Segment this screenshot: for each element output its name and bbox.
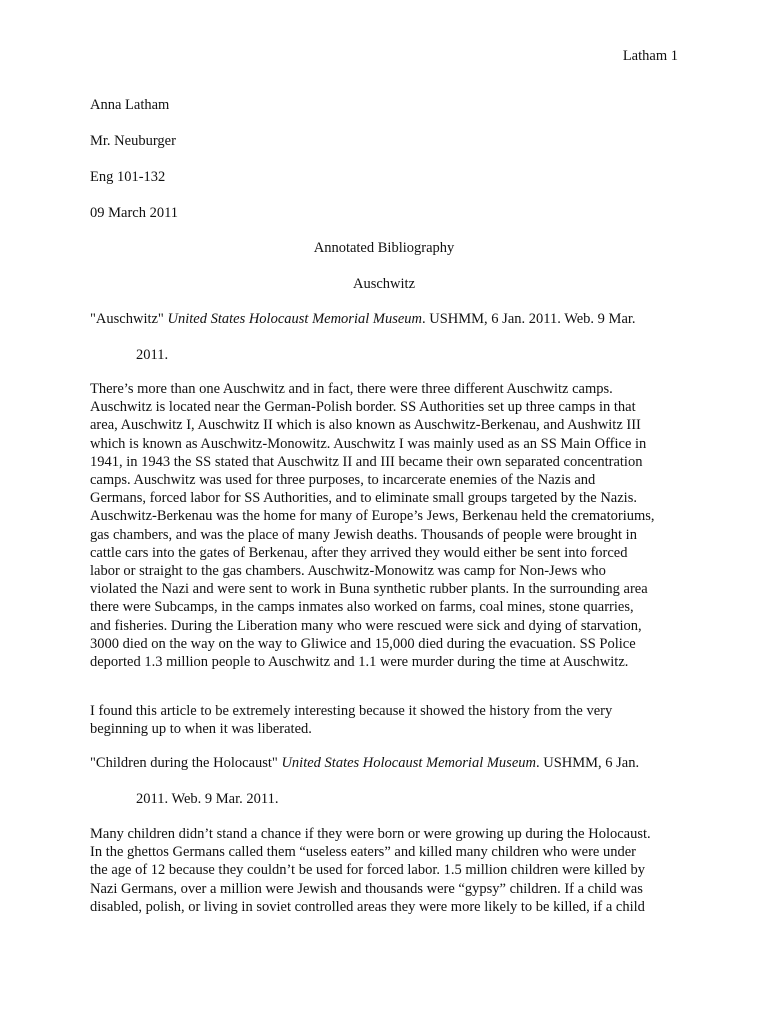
instructor-name: Mr. Neuburger: [90, 133, 176, 149]
citation-1-title: "Auschwitz": [90, 311, 164, 327]
summary-1-line: cattle cars into the gates of Berkenau, after they arrived they would either be sent into forced: [90, 544, 628, 561]
summary-1-line: Germans, forced labor for SS Authorities, and to eliminate small groups targeted by the Nazis.: [90, 490, 637, 507]
summary-paragraph-2: [90, 825, 690, 916]
citation-2-continuation: 2011. Web. 9 Mar. 2011.: [136, 791, 279, 807]
summary-2-line: Many children didn’t stand a chance if they were born or were growing up during the Holocaust.: [90, 826, 651, 842]
citation-1-source: United States Holocaust Memorial Museum: [167, 311, 423, 327]
citation-2-details: . USHMM, 6 Jan.: [535, 755, 640, 771]
course-code: Eng 101-132: [90, 169, 166, 185]
citation-1-continuation: 2011.: [136, 347, 169, 363]
summary-1-line: labor or straight to the gas chambers. Auschwitz-Monowitz was camp for Non-Jews who: [90, 563, 606, 580]
citation-2: [90, 755, 639, 772]
summary-1-line: There’s more than one Auschwitz and in fact, there were three different Auschwitz camps.: [90, 381, 613, 397]
reflection-1-line: beginning up to when it was liberated.: [90, 721, 312, 738]
citation-2-source: United States Holocaust Memorial Museum: [281, 755, 536, 771]
running-header: Latham 1: [622, 48, 678, 64]
citation-1-details: . USHMM, 6 Jan. 2011. Web. 9 Mar.: [422, 311, 636, 327]
summary-2-line: the age of 12 because they couldn’t be used for forced labor. 1.5 million children were killed by: [90, 862, 645, 879]
summary-1-line: which is known as Auschwitz-Monowitz. Auschwitz I was mainly used as an SS Main Office in: [90, 435, 647, 452]
summary-1-line: Auschwitz is located near the German-Polish border. SS Authorities set up three camps in that: [90, 399, 636, 416]
summary-1-line: deported 1.3 million people to Auschwitz and 1.1 were murder during the time at Auschwitz.: [90, 654, 629, 671]
summary-2-line: disabled, polish, or living in soviet controlled areas they were more likely to be killed, if a child: [90, 898, 645, 915]
summary-2-line: Nazi Germans, over a million were Jewish and thousands were “gypsy” children. If a child was: [90, 880, 643, 897]
document-subtitle: Auschwitz: [352, 276, 415, 292]
summary-1-line: there were Subcamps, in the camps inmates also worked on farms, coal mines, stone quarries,: [90, 599, 634, 616]
summary-1-line: camps. Auschwitz was used for three purposes, to incarcerate enemies of the Nazis and: [90, 472, 596, 489]
summary-1-line: 3000 died on the way on the way to Gliwice and 15,000 died during the evacuation. SS Police: [90, 635, 636, 652]
summary-paragraph-1: [90, 380, 690, 671]
summary-1-line: and fisheries. During the Liberation many who were rescued were sick and dying of starvation,: [90, 617, 642, 634]
summary-1-line: 1941, in 1943 the SS stated that Auschwitz II and III became their own separated concentration: [90, 453, 643, 470]
student-name: Anna Latham: [90, 97, 170, 113]
document-date: 09 March 2011: [90, 205, 179, 221]
reflection-1-line: I found this article to be extremely interesting because it showed the history from the very: [90, 703, 613, 719]
summary-1-line: Auschwitz-Berkenau was the home for many of Europe’s Jews, Berkenau held the crematoriums,: [90, 508, 655, 525]
summary-1-line: violated the Nazi and were sent to work in Buna synthetic rubber plants. In the surrounding area: [90, 581, 648, 598]
citation-2-title: "Children during the Holocaust": [90, 755, 278, 771]
summary-2-line: In the ghettos Germans called them “useless eaters” and killed many children who were under: [90, 844, 636, 861]
summary-1-line: gas chambers, and was the place of many Jewish deaths. Thousands of people were brought in: [90, 526, 637, 543]
reflection-paragraph-1: [90, 702, 690, 738]
document-title: Annotated Bibliography: [313, 240, 455, 256]
citation-1: [90, 311, 636, 328]
summary-1-line: area, Auschwitz I, Auschwitz II which is also known as Auschwitz-Berkenau, and Aushwitz III: [90, 417, 641, 434]
